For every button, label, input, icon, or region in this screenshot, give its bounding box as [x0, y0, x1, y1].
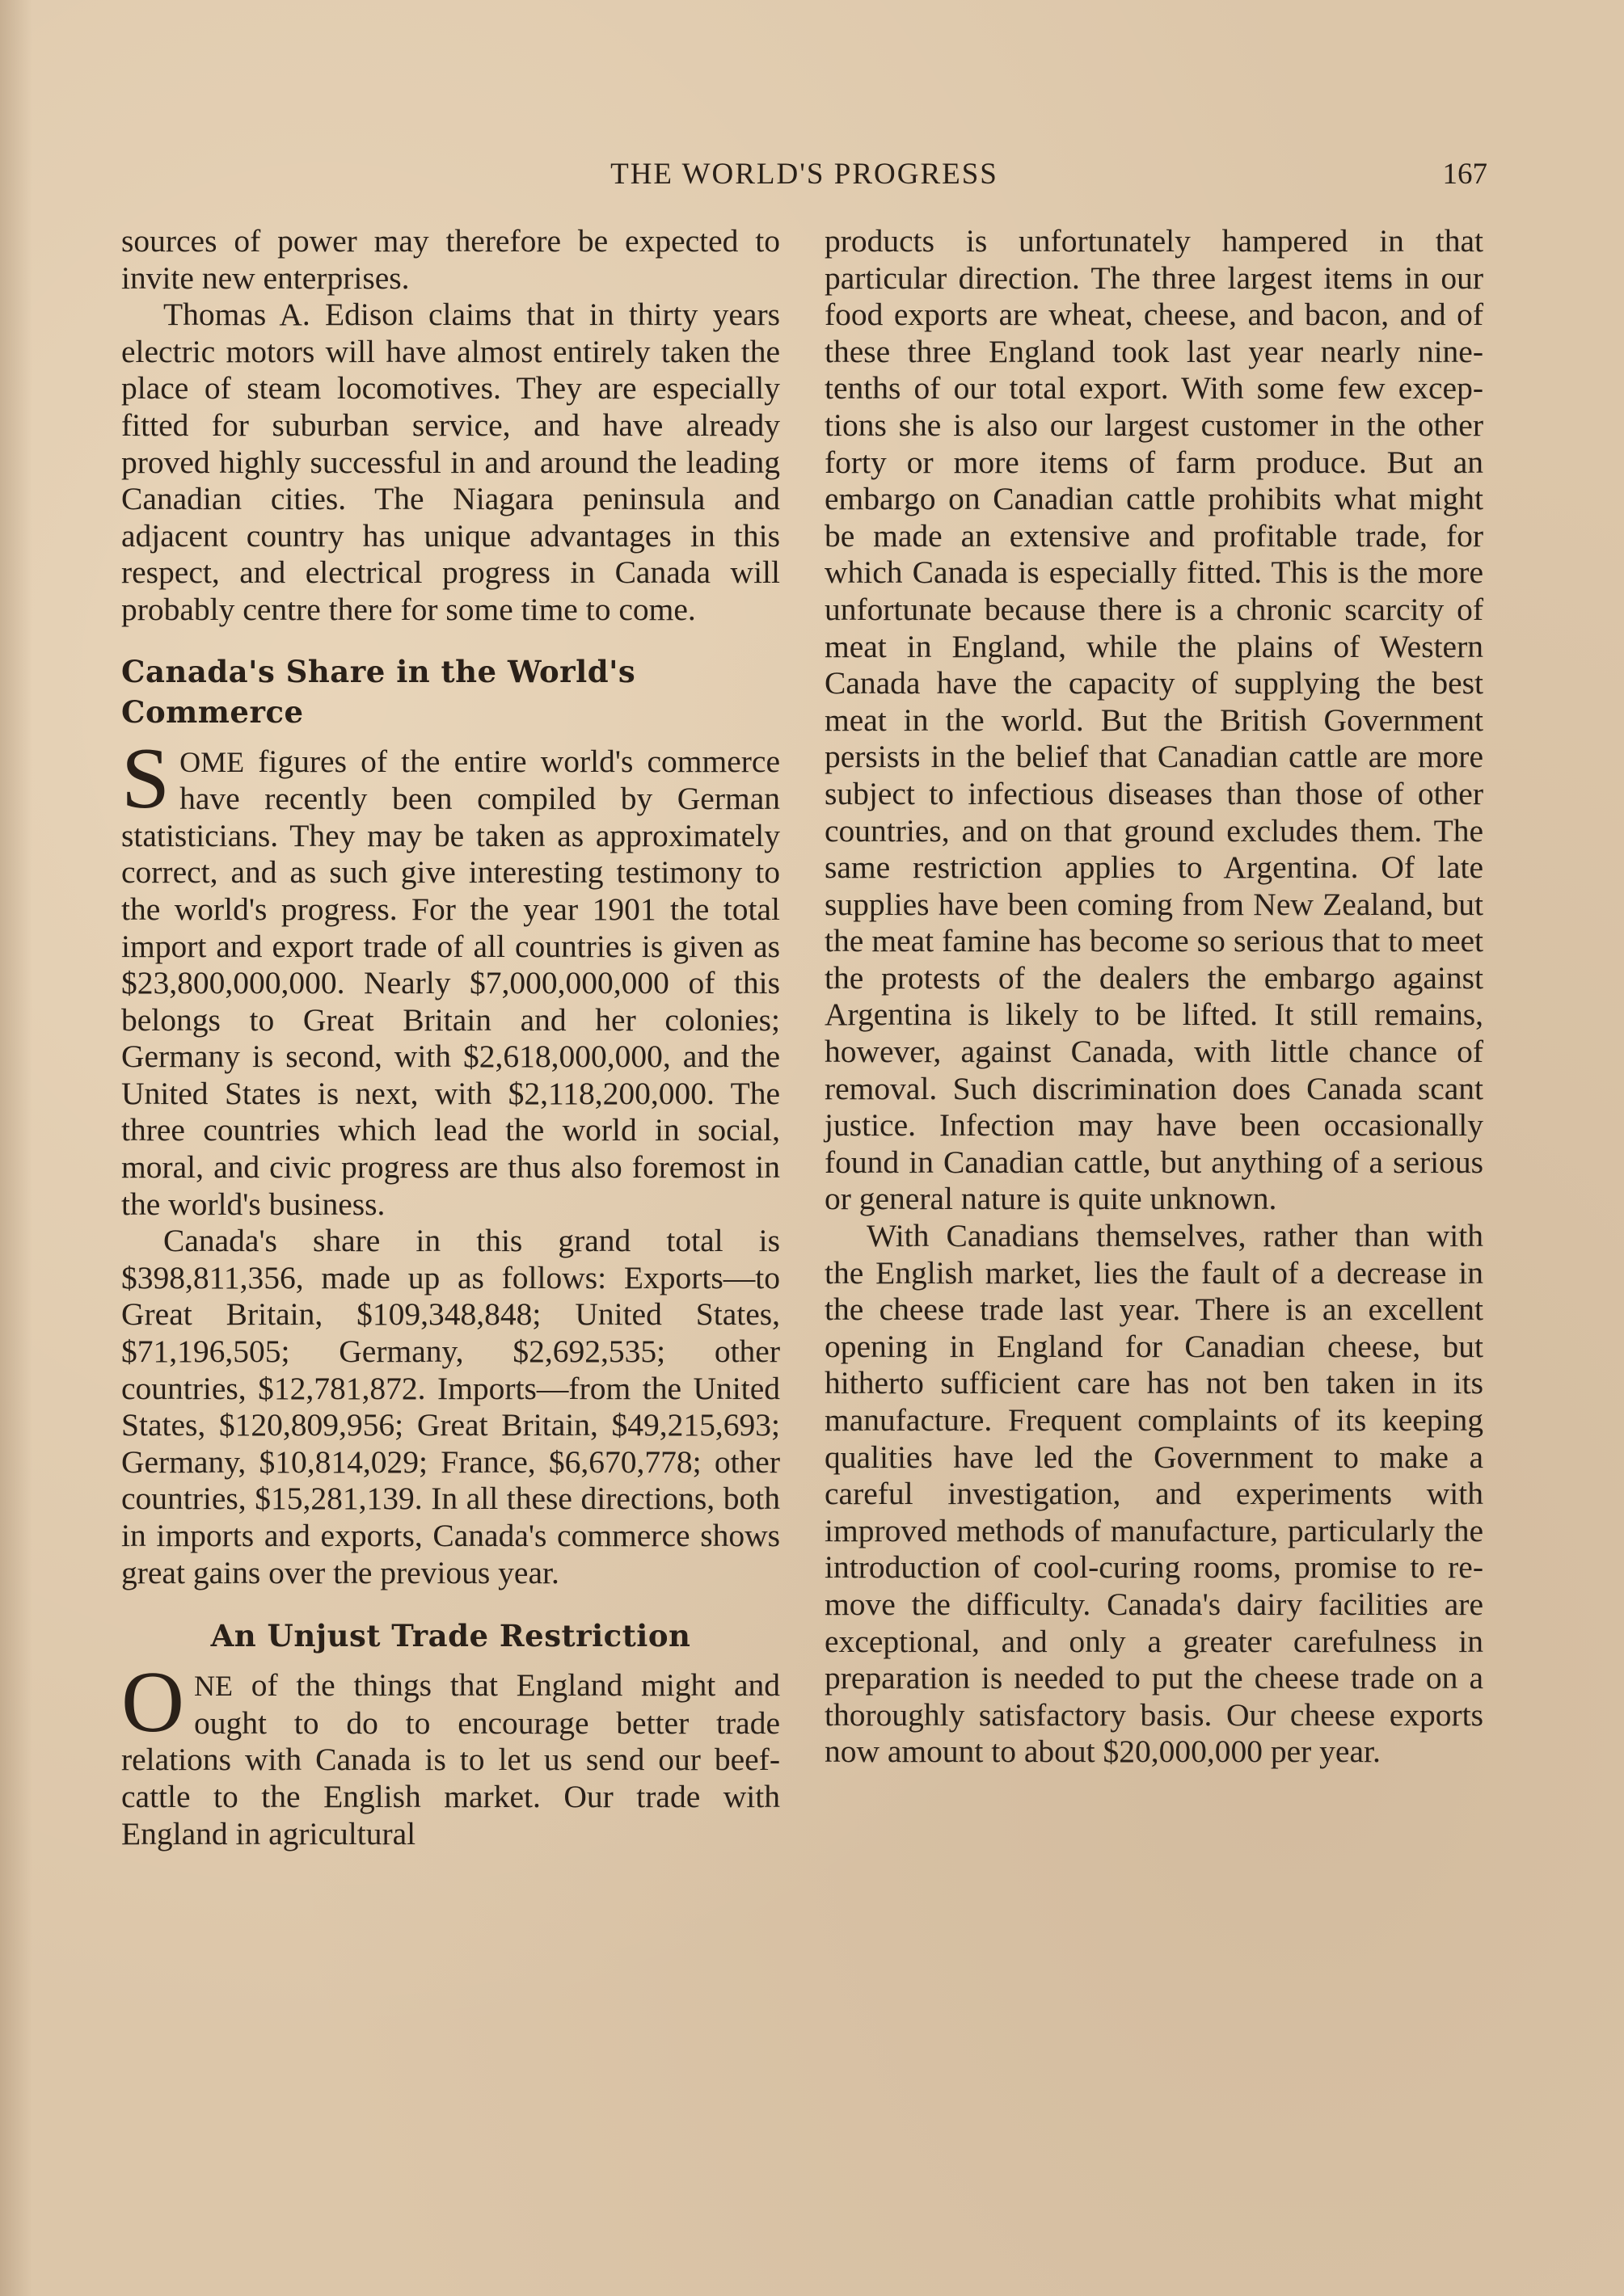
- drop-cap: O: [121, 1654, 184, 1751]
- section-heading: Canada's Share in the World's Commerce: [121, 653, 636, 730]
- lead-word: OME: [179, 745, 245, 778]
- paragraph: Canada's share in this grand total is $398,811,356, made up as follows: Exports—to Great Britain, $109,348,848; United States, $71,196,505; Germany, $2,692,535; other countries, $12,781,872. Imports—from the United States, $120,809,956; Great Britain, $49,215,693; Germany, $10,814,029; France, $6,670,778; other countries, $15,281,139. In all these directions, both in imports and exports, Canada's commerce shows great gains over the previous year.: [121, 1223, 780, 1590]
- paragraph: [121, 730, 780, 1224]
- paragraph: Thomas A. Edison claims that in thirty years electric motors will have almost entirely taken the place of steam locomotives. They are especially fitted for suburban service, and have already proved highly successful in and around the leading Canadian cities. The Niagara peninsula and adjacent country has unique advantages in this respect, and electrical progress in Canada will probably centre there for some time to come.: [121, 297, 780, 627]
- left-column: [121, 223, 780, 1852]
- paragraph-text: figures of the entire world's commerce have recently been compiled by German statisticians. They may be taken as approximately correct, and as such give interesting testimony to the world's progress. For the year 1901 the total import and export trade of all countries is given as $23,800,000,000. Nearly $7,000,000,000 of this belongs to Great Britain and her colonies; Germany is second, with $2,618,000,000, and the United States is next, with $2,118,200,000. The three countries which lead the world in social, moral, and civic progress are thus also foremost in the world's business.: [121, 743, 780, 1222]
- section-heading: An Unjust Trade Restriction: [210, 1618, 691, 1654]
- page-header: [121, 157, 1487, 205]
- paragraph: products is unfortunately hampered in that particular direction. The three largest items in our food exports are wheat, cheese, and bacon, and of these three England took last year nearly nine-tenths of our total export. With some few exceptions she is also our largest customer in the other forty or more items of farm produce. But an embargo on Canadian cattle prohibits what might be made an extensive and profitable trade, for which Canada is especially fitted. This is the more unfortunate because there is a chronic scarcity of meat in England, while the plains of Western Canada have the capacity of supplying the best meat in the world. But the British Government persists in the belief that Canadian cattle are more subject to infectious diseases than those of other countries, and on that ground excludes them. The same restriction applies to Argentina. Of late supplies have been coming from New Zealand, but the meat famine has become so serious that to meet the protests of the dealers the embargo against Argentina is likely to be lifted. It still remains, however, against Canada, with little chance of removal. Such discrimination does Canada scant justice. Infection may have been occasionally found in Canadian cattle, but anything of a serious or general nature is quite unknown.: [825, 223, 1483, 1217]
- paragraph: [121, 1654, 780, 1852]
- page-edge-shadow: [0, 0, 32, 2296]
- paragraph: sources of power may therefore be expected to invite new enterprises.: [121, 223, 780, 296]
- paragraph: With Canadians themselves, rather than with the English market, lies the fault of a decrease in the cheese trade last year. There is an excellent opening in England for Canadian cheese, but hitherto sufficient care has not ben taken in its manufacture. Frequent complaints of its keeping qualities have led the Government to make a careful investigation, and experiments with improved methods of manufacture, particularly the introduction of cool-curing rooms, promise to remove the difficulty. Canada's dairy facilities are exceptional, and only a greater carefulness in preparation is needed to put the cheese trade on a thoroughly satisfactory basis. Our cheese exports now amount to about $20,000,000 per year.: [825, 1218, 1483, 1770]
- running-title: THE WORLD'S PROGRESS: [610, 158, 998, 191]
- right-column: [825, 223, 1483, 1771]
- drop-cap: S: [121, 730, 171, 827]
- page-number: 167: [1442, 158, 1487, 191]
- lead-word: NE: [194, 1670, 233, 1703]
- paragraph-text: of the things that England might and ought to do to encourage better trade relations with Canada is to let us send our beef-cattle to the English market. Our trade with England in agricultural: [121, 1667, 780, 1852]
